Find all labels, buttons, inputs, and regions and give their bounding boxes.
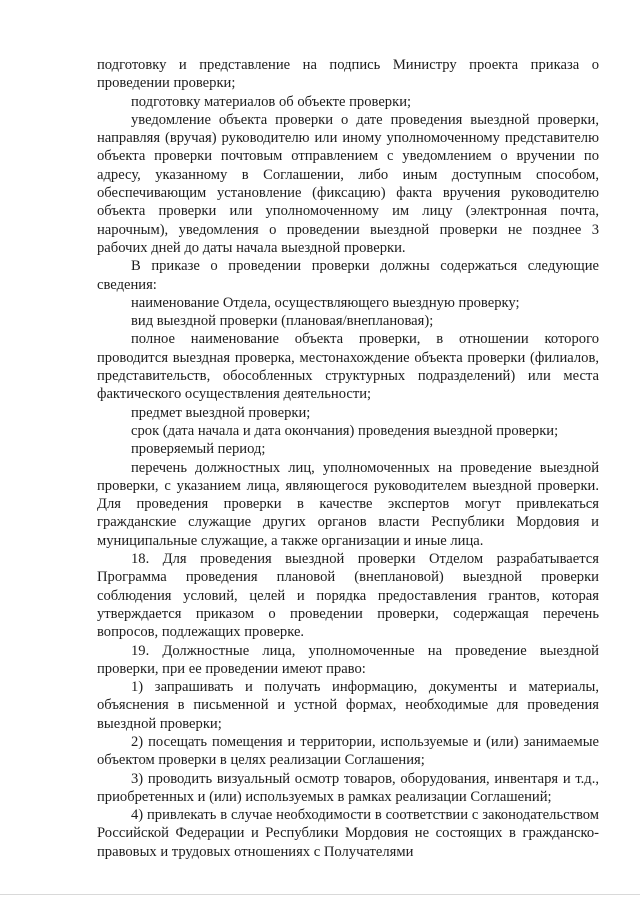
paragraph-inspected-period: проверяемый период; (131, 441, 266, 458)
paragraph-right-4: 4) привлекать в случае необходимости в соответствии с законодательством Российской Федерации и Республики Мордовия не состоящих в гражданско-правовых и трудовых отношениях с Получателями (97, 807, 599, 860)
paragraph-order-contents-intro: В приказе о проведении проверки должны содержаться следующие сведения: (97, 258, 599, 293)
paragraph-department-name: наименование Отдела, осуществляющего выездную проверку; (131, 294, 520, 311)
paragraph-item-18: 18. Для проведения выездной проверки Отделом разрабатывается Программа проведения плановой (внеплановой) выездной проверки соблюдения условий, целей и порядка предоставления грантов, которая утверждается приказом о проведении проверки, содержащая перечень вопросов, подлежащих проверке. (97, 551, 599, 641)
document-body (97, 56, 599, 861)
paragraph-inspection-type: вид выездной проверки (плановая/внеплановая); (131, 313, 434, 330)
paragraph-preparation-materials: подготовку материалов об объекте проверки; (131, 93, 412, 110)
footer-divider (0, 894, 640, 895)
paragraph-object-full-name: полное наименование объекта проверки, в отношении которого проводится выездная проверка, местонахождение объекта проверки (филиалов, представительств, обособленных структурных подразделений) или места фактического осуществления деятельности; (97, 331, 599, 403)
paragraph-inspection-dates: срок (дата начала и дата окончания) проведения выездной проверки; (131, 422, 559, 439)
paragraph-right-2: 2) посещать помещения и территории, используемые и (или) занимаемые объектом проверки в целях реализации Соглашения; (97, 733, 599, 769)
paragraph-right-1: 1) запрашивать и получать информацию, документы и материалы, объяснения в письменной и устной формах, необходимые для проведения выездной проверки; (97, 679, 599, 732)
paragraph-item-19: 19. Должностные лица, уполномоченные на проведение выездной проверки, при ее проведении имеют право: (97, 642, 599, 677)
paragraph-notification: уведомление объекта проверки о дате проведения выездной проверки, направляя (вручая) руководителю или иному уполномоченному представителю объекта проверки почтовым отправлением с уведомлением о вручении по адресу, указанному в Соглашении, либо иным доступным способом, обеспечивающим установление (фиксацию) факта вручения руководителю объекта проверки или уполномоченному им лицу (электронная почта, нарочным), уведомления о проведении выездной проверки не позднее 3 рабочих дней до даты начала выездной проверки. (97, 111, 599, 256)
paragraph-preparation-order: подготовку и представление на подпись Министру проекта приказа о проведении проверки; (97, 57, 599, 92)
paragraph-right-3: 3) проводить визуальный осмотр товаров, оборудования, инвентаря и т.д., приобретенных и (или) используемых в рамках реализации Соглашений; (97, 770, 599, 805)
paragraph-inspection-subject: предмет выездной проверки; (131, 404, 311, 421)
paragraph-officials-list: перечень должностных лиц, уполномоченных на проведение выездной проверки, с указанием лица, являющегося руководителем выездной проверки. Для проведения проверки в качестве экспертов могут привлекаться гражданские служащие других органов власти Республики Мордовия и муниципальные служащие, а также организации и иные лица. (97, 459, 599, 549)
